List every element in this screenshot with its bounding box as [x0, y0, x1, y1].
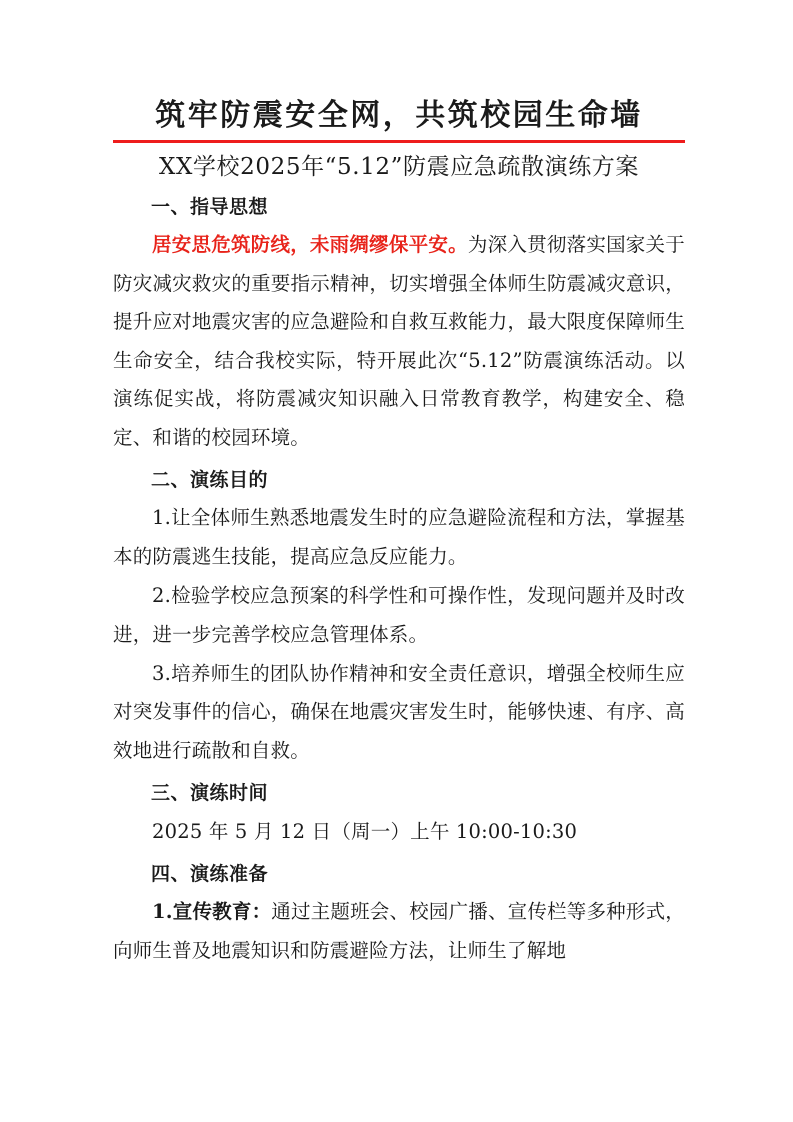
preparation-item-text: 通过主题班会、校园广播、宣传栏等多种形式，向师生普及地震知识和防震避险方法，让师生了解地: [113, 900, 685, 962]
section-heading-guiding-thought: 一、指导思想: [151, 196, 269, 219]
paragraph-purpose-item-3: 3.培养师生的团队协作精神和安全责任意识，增强全校师生应对突发事件的信心，确保在地震灾害发生时，能够快速、有序、高效地进行疏散和自救。: [113, 661, 685, 762]
paragraph-text: 为深入贯彻落实国家关于防灾减灾救灾的重要指示精神，切实增强全体师生防震减灾意识，提升应对地震灾害的应急避险和自救互救能力，最大限度保障师生生命安全，结合我校实际，特开展此次“5.12”防震演练活动。以演练促实战，将防震减灾知识融入日常教育教学，构建安全、稳定、和谐的校园环境。: [113, 233, 685, 449]
paragraph-purpose-item-2: 2.检验学校应急预案的科学性和可操作性，发现问题并及时改进，进一步完善学校应急管理体系。: [113, 584, 685, 646]
paragraph-preparation-item-1: [113, 893, 685, 970]
document-subtitle: XX学校2025年“5.12”防震应急疏散演练方案: [158, 154, 639, 180]
emphasis-slogan: 居安思危筑防线，未雨绸缪保平安。: [152, 233, 468, 257]
paragraph-purpose-item-1: 1.让全体师生熟悉地震发生时的应急避险流程和方法，掌握基本的防震逃生技能，提高应急反应能力。: [113, 506, 685, 568]
document-title: 筑牢防震安全网，共筑校园生命墙: [155, 98, 643, 133]
section-heading-drill-preparation: 四、演练准备: [151, 863, 269, 886]
paragraph-guiding-thought: [113, 226, 685, 456]
preparation-item-label: 1.宣传教育：: [152, 900, 272, 924]
title-underline-rule: [113, 140, 685, 143]
drill-datetime-value: 2025 年 5 月 12 日（周一）上午 10:00-10:30: [152, 819, 578, 843]
section-heading-drill-time: 三、演练时间: [151, 782, 269, 805]
section-heading-drill-purpose: 二、演练目的: [151, 468, 269, 491]
